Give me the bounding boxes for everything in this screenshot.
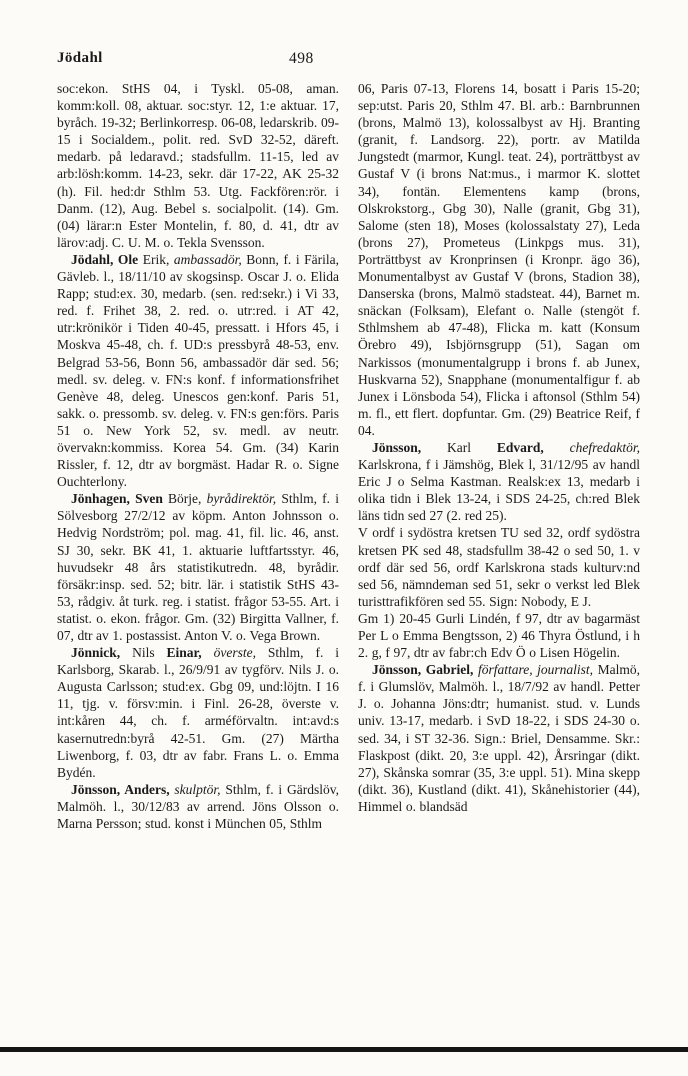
text-segment: Jönhagen, Sven: [71, 491, 169, 507]
text-segment: soc:ekon. StHS 04, i Tyskl. 05-08, aman. komm:koll. 08, aktuar. soc:styr. 12, 1:e aktuar. 17, byråch. 19-32; Berlinkorresp. 06-08, ledarskrib. 09-15 i Socialdem., polit. red. SvD 32-52, däreft. medarb. på ledaravd.; stadsfullm. 11-15, led av arb:lösh:komm. 14-23, sekr. där 17-22, AK 25-32 (h). Fil. hed:dr Sthlm 53. Utg. Fackfören:rör. i Danm. (12), Aug. Bebel s. socialpolit. (14). Gm. (04) lärar:n Ester Montelin, f. 80, d. 41, dtr av lärov:adj. C. U. M. o. Tekla Svensson.: [57, 81, 339, 250]
running-header: [57, 50, 640, 70]
text-segment: skulptör,: [174, 781, 226, 797]
text-columns: [57, 80, 641, 1038]
entry-jonsson-karl-edvard: [358, 439, 640, 524]
text-segment: Karl: [447, 439, 497, 455]
text-segment: Jönnick,: [71, 645, 133, 661]
text-segment: författare, journalist,: [477, 662, 598, 678]
text-segment: Jödahl, Ole: [71, 251, 143, 267]
entry-jonsson-anders: [57, 781, 339, 832]
text-segment: Karlskrona, f i Jämshög, Blek l, 31/12/95 av handl Eric J o Selma Kastman. Realsk:ex 13, medarb i olika tidn i Blek 13-24, i SDS 24-25, ch:red Blek läns tidn sed 27 (2. red 25).: [358, 457, 640, 524]
text-segment: överste,: [213, 645, 268, 661]
text-segment: byrådirektör,: [206, 491, 282, 507]
page-bottom-edge: [0, 1047, 688, 1052]
header-title: Jödahl: [57, 50, 103, 66]
text-segment: Nils: [132, 645, 167, 661]
entry-jodahl-ole-erik: [57, 251, 339, 490]
paragraph-karl-edvard-gift: [358, 610, 640, 661]
text-segment: V ordf i sydöstra kretsen TU sed 32, ordf sydöstra kretsen PK sed 48, stadsfullm 38-42 o sed 50, 1. v ordf där sed 56, ordf Karlskrona stads kulturv:nd sed 56, nämndeman sed 51, sekr o verkst led Blek turisttrafikfören sed 55. Sign: Nobody, E J.: [358, 525, 640, 609]
text-segment: Bonn, f. i Färila, Gävleb. l., 18/11/10 av skogsinsp. Oscar J. o. Elida Rapp; stud:ex. 30, medarb. (sen. red:sekr.) i Vi 33, red. f. Frihet 38, 2. red. o. utr:red. i AT 42, utr:krönikör i Tiden 40-45, pressatt. i Hfors 45, i Moskva 45-48, ch. f. UD:s pressbyrå 48-53, env. Belgrad 53-56, Bonn 56, ambassadör där sed. 56; medl. sv. deleg. v. FN:s konf. f informationsfrihet Genève 48, deleg. Unescos gen:konf. Paris 51, sakk. o. pressomb. sv. deleg. v. FN:s gen:förs. Paris 51 o. New York 52, sv. medl. av neutr. övervakn:kommiss. Korea 54. Gm. (34) Karin Rissler, f. 12, dtr av borgmäst. Hadar R. o. Signe Ouchterlony.: [57, 251, 339, 490]
text-segment: Sthlm, f. i Karlsborg, Skarab. l., 26/9/91 av tygförv. Nils J. o. Augusta Carlsson; stud:ex. Gbg 09, und:löjtn. I 16 11, tjg. v. försv:min. i Finl. 26-28, överste v. int:kåren 44, ch. f. arméförvaltn. int:avd:s kasernutredn:byrå 42-51. Gm. (27) Märtha Liwenborg, f. 03, dtr av fabr. Frans L. o. Emma Bydén.: [57, 645, 339, 780]
text-segment: Edvard,: [496, 439, 570, 455]
paragraph-karl-edvard-uppdrag: [358, 524, 640, 609]
text-segment: Einar,: [166, 645, 214, 661]
page-number: 498: [289, 50, 314, 67]
text-segment: 06, Paris 07-13, Florens 14, bosatt i Paris 15-20; sep:utst. Paris 20, Sthlm 47. Bl. arb.: Barnbrunnen (brons, Malmö 13), kolossalbyst av Hj. Branting (granit, f. Landsorg. 22), portr. av Matilda Jungstedt (marmor, Kungl. teat. 24), porträttbyst av Gustaf V (i brons Nat:mus., i marmor K. slottet 34), fontän. Elementens kamp (brons, Olskrokstorg., Gbg 30), Nalle (granit, Gbg 31), Salome (sten 18), Moses (kolossalstaty 27), Leda (brons 27), Prometeus (Linkpgs mus. 31), Porträttbyst av Kronprinsen (i Kronpr. ägo 36), Monumentalbyst av Gustaf V (brons, Stadion 38), Danserska (brons, Malmö stadsteat. 44), Barnet m. snäckan (Folksam), Elefant o. Nalle (stengöt f. Sthlmshem ab 47-48), Flicka m. katt (Konsum Örebro 49), Isbjörnsgrupp (51), Sagan om Narkissos (monumentalgrupp i brons f. ab Junex, Huskvarna 52), Snapphane (monumentalfigur f. ab Junex i Lönsboda 54), Flicka i aftonsol (Sthlm 54) m. fl., ett flert. dopfuntar. Gm. (29) Beatrice Reif, f 04.: [358, 81, 640, 438]
text-segment: Jönsson,: [372, 439, 448, 455]
column-left: [57, 80, 339, 1038]
text-segment: Gm 1) 20-45 Gurli Lindén, f 97, dtr av bagarmäst Per L o Emma Bengtsson, 2) 46 Thyra Östlund, i h 2. g, f 97, dtr av fabr:ch Edv Ö o Lisen Högelin.: [358, 610, 640, 661]
text-segment: Sthlm, f. i Sölvesborg 27/2/12 av köpm. Anton Johnsson o. Hedvig Nordström; pol. mag. 41, fil. lic. 46, anst. SJ 30, sekr. BK 41, 1. aktuarie luftfartsstyr. 46, huvudsekr 48 års statistikutredn. 48, byrådir. försäkr:insp. sed. 52; bitr. lär. i statistik StHS 43-53, rådgiv. åt turk. reg. i statist. frågor 53-55. Art. i statist. o. ekon. frågor. Gm. (32) Birgitta Vallner, f. 07, dtr av 1. postassist. Anton V. o. Vega Brown.: [57, 491, 339, 643]
text-segment: Sthlm, f. i Gärdslöv, Malmöh. l., 30/12/83 av arrend. Jöns Olsson o. Marna Persson; stud. konst i München 05, Sthlm: [57, 781, 339, 832]
text-segment: ambassadör,: [173, 251, 247, 267]
text-segment: Erik,: [142, 251, 174, 267]
entry-jonsson-gabriel: [358, 661, 640, 815]
text-segment: Malmö, f. i Glumslöv, Malmöh. l., 18/7/92 av handl. Petter J. o. Johanna Jöns:dtr; humanist. stud. v. Lunds univ. 13-17, medarb. i SvD 18-22, i SDS 24-30 o. sed. 34, i ST 32-36. Sign.: Briel, Densamme. Skr.: Flaskpost (dikt. 20, 3:e uppl. 42), Årsringar (dikt. 27), Skånska somrar (35, 3:e uppl. 51). Mina skepp (dikt. 36), Kustland (dikt. 41), Skånehistorier (44), Himmel o. blandsäd: [358, 662, 640, 814]
column-right: [358, 80, 640, 1038]
text-segment: chefredaktör,: [569, 439, 640, 455]
text-segment: Börje,: [168, 491, 207, 507]
text-segment: Jönsson, Gabriel,: [372, 662, 478, 678]
continuation-previous-entry: [57, 80, 339, 251]
continuation-jonsson-anders: [358, 80, 640, 439]
entry-jonhagen-sven-borje: [57, 490, 339, 644]
text-segment: Jönsson, Anders,: [71, 781, 175, 797]
entry-jonnick-nils-einar: [57, 644, 339, 781]
